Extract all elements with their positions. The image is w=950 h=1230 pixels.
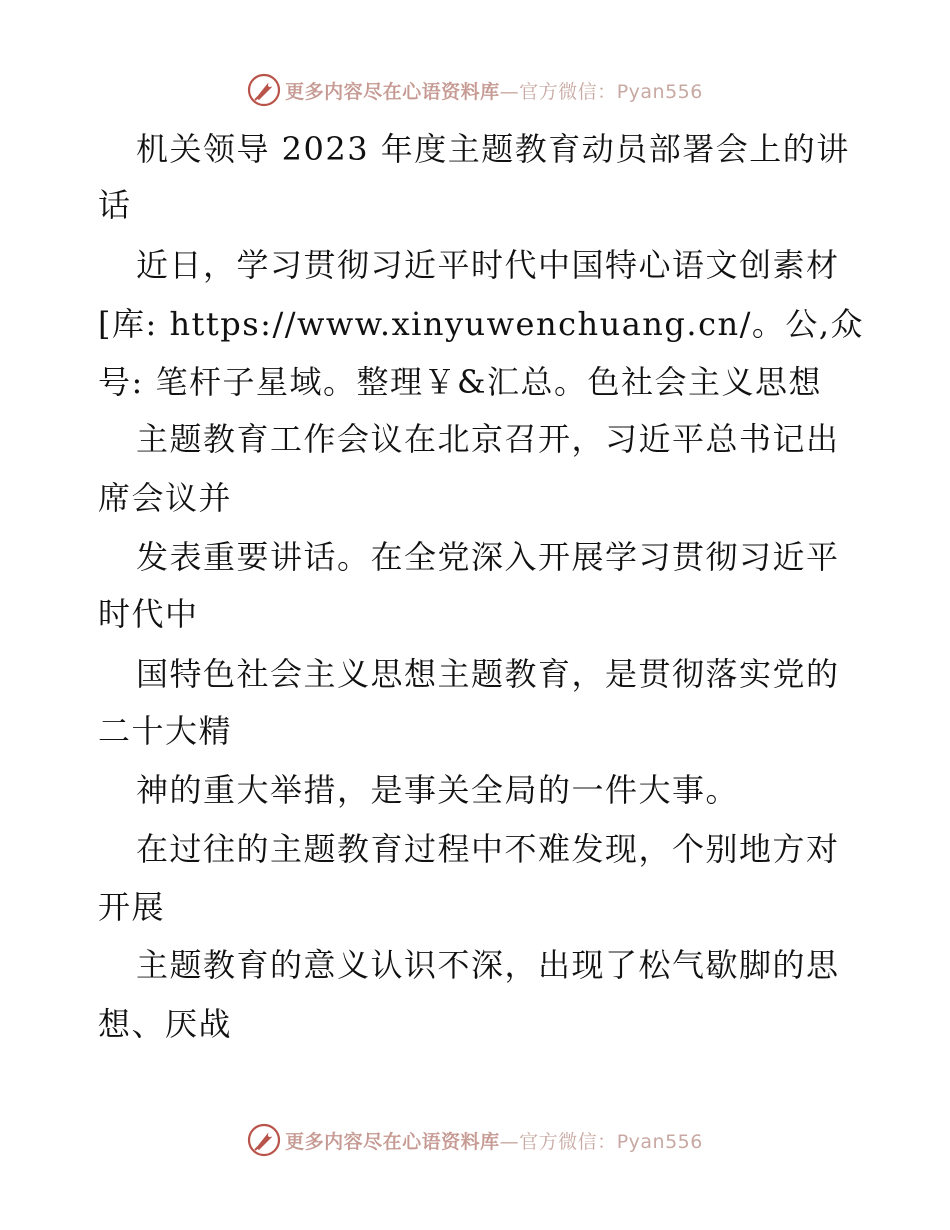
title-line-1: 机关领导 2023 年度主题教育动员部署会上的讲: [136, 130, 850, 168]
paragraph-line: [库: https://www.xinyuwenchuang.cn/。公,众: [98, 305, 865, 343]
paragraph-line: 国特色社会主义思想主题教育，是贯彻落实党的: [136, 655, 840, 693]
paragraph-line: 主题教育工作会议在北京召开，习近平总书记出: [136, 420, 840, 458]
pen-nib-icon: [247, 73, 281, 107]
pen-nib-icon: [247, 1123, 281, 1157]
paragraph-line: 在过往的主题教育过程中不难发现，个别地方对: [136, 830, 840, 868]
paragraph-line: 席会议并: [98, 479, 233, 517]
paragraph-line: 主题教育的意义认识不深，出现了松气歇脚的思: [136, 946, 840, 984]
paragraph-line: 想、厌战: [98, 1005, 233, 1043]
footer-watermark: [0, 1120, 950, 1160]
watermark-text: 更多内容尽在心语资料库—官方微信：Pyan556: [285, 1130, 703, 1153]
paragraph-line: 发表重要讲话。在全党深入开展学习贯彻习近平: [136, 538, 840, 576]
header-watermark: [0, 70, 950, 110]
paragraph-line: 号: 笔杆子星域。整理￥&汇总。色社会主义思想: [98, 363, 822, 401]
title-line-2: 话: [98, 186, 132, 224]
paragraph-line: 时代中: [98, 595, 199, 633]
watermark-text: 更多内容尽在心语资料库—官方微信：Pyan556: [285, 80, 703, 103]
paragraph-line: 开展: [98, 888, 166, 926]
paragraph-line: 近日，学习贯彻习近平时代中国特心语文创素材: [136, 246, 840, 284]
paragraph-line: 二十大精: [98, 712, 233, 750]
paragraph-line: 神的重大举措，是事关全局的一件大事。: [136, 771, 740, 809]
